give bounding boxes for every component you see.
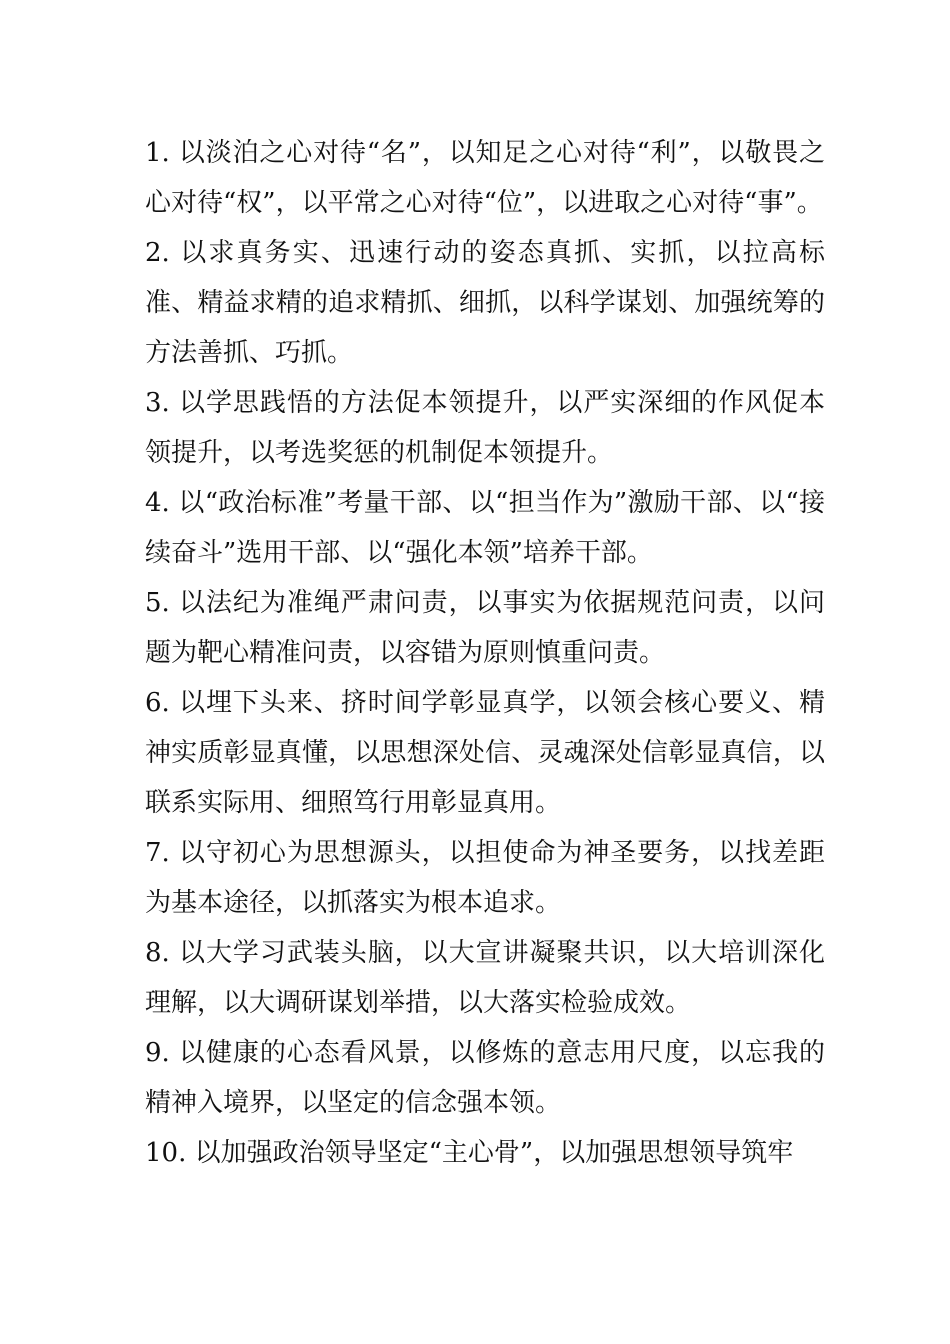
list-item-6: 6. 以埋下头来、挤时间学彰显真学，以领会核心要义、精神实质彰显真懂，以思想深处信、灵魂深处信彰显真信，以联系实际用、细照笃行用彰显真用。 (145, 688, 825, 818)
list-item-10: 10. 以加强政治领导坚定“主心骨”，以加强思想领导筑牢 (145, 1138, 794, 1168)
numbered-list (145, 128, 825, 1178)
list-item-3: 3. 以学思践悟的方法促本领提升，以严实深细的作风促本领提升，以考选奖惩的机制促本领提升。 (145, 388, 825, 468)
list-item-8: 8. 以大学习武装头脑，以大宣讲凝聚共识，以大培训深化理解，以大调研谋划举措，以大落实检验成效。 (145, 938, 825, 1018)
list-item-2: 2. 以求真务实、迅速行动的姿态真抓、实抓，以拉高标准、精益求精的追求精抓、细抓，以科学谋划、加强统筹的方法善抓、巧抓。 (145, 238, 825, 368)
list-item-7: 7. 以守初心为思想源头，以担使命为神圣要务，以找差距为基本途径，以抓落实为根本追求。 (145, 838, 825, 918)
list-item-5: 5. 以法纪为准绳严肃问责，以事实为依据规范问责，以问题为靶心精准问责，以容错为原则慎重问责。 (145, 588, 825, 668)
list-item-4: 4. 以“政治标准”考量干部、以“担当作为”激励干部、以“接续奋斗”选用干部、以“强化本领”培养干部。 (145, 488, 825, 568)
list-item-1: 1. 以淡泊之心对待“名”，以知足之心对待“利”，以敬畏之心对待“权”，以平常之心对待“位”，以进取之心对待“事”。 (145, 138, 825, 218)
list-item-9: 9. 以健康的心态看风景，以修炼的意志用尺度，以忘我的精神入境界，以坚定的信念强本领。 (145, 1038, 825, 1118)
